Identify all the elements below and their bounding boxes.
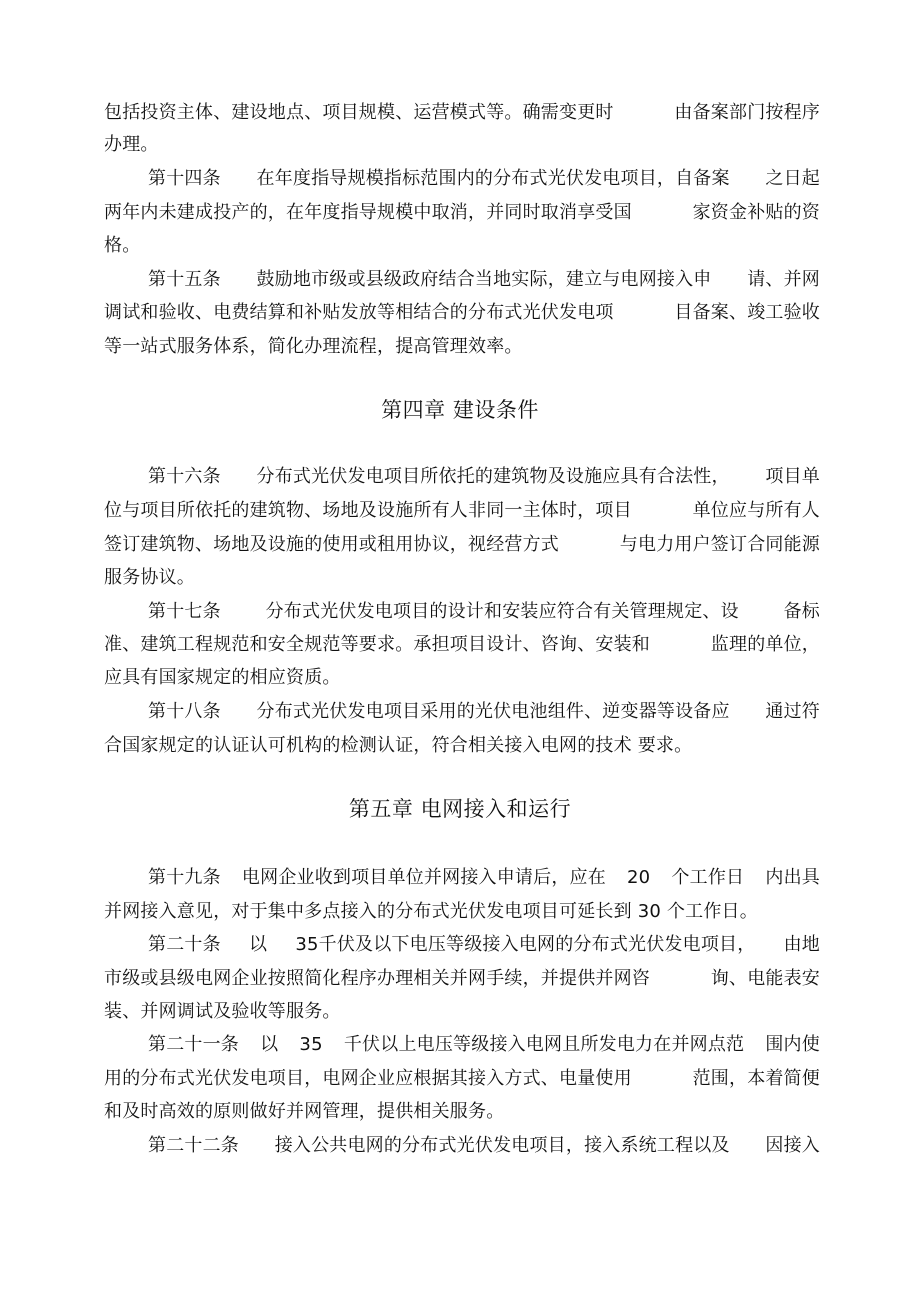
chapter-5-heading: 第五章 电网接入和运行 xyxy=(348,797,572,821)
text-segment: 第十九条 xyxy=(148,867,221,888)
text-segment: 范围，本着简便 xyxy=(692,1068,820,1089)
text-segment: 用的分布式光伏发电项目，电网企业应根据其接入方式、电量使用 xyxy=(104,1068,632,1089)
text-segment: 之日起 xyxy=(765,168,820,189)
text-segment: 第二十一条 xyxy=(148,1034,239,1055)
text-line: 办理。 xyxy=(104,134,159,155)
text-segment: 准、建筑工程规范和安全规范等要求。承担项目设计、咨询、安装和 xyxy=(104,634,650,655)
text-segment: 在年度指导规模指标范围内的分布式光伏发电项目，自备案 xyxy=(256,168,730,189)
text-segment: 监理的单位， xyxy=(710,634,820,655)
text-segment: 20 xyxy=(627,867,651,888)
text-segment: 备标 xyxy=(783,601,820,622)
article-16-line xyxy=(148,465,820,489)
text-line: 和及时高效的原则做好并网管理，提供相关服务。 xyxy=(104,1101,505,1122)
text-segment: 家资金补贴的资 xyxy=(692,202,820,223)
text-line: 应具有国家规定的相应资质。 xyxy=(104,667,341,688)
chapter-4-heading: 第四章 建设条件 xyxy=(381,398,539,422)
text-line xyxy=(104,1067,820,1091)
text-segment: 35 xyxy=(299,1034,323,1055)
text-segment: 与电力用户签订合同能源 xyxy=(619,534,820,555)
text-segment: 第十四条 xyxy=(148,168,221,189)
text-segment: 项目单 xyxy=(765,466,820,487)
text-segment: 两年内未建成投产的，在年度指导规模中取消，并同时取消享受国 xyxy=(104,202,632,223)
text-segment: 调试和验收、电费结算和补贴发放等相结合的分布式光伏发电项 xyxy=(104,302,614,323)
text-segment: 位与项目所依托的建筑物、场地及设施所有人非同一主体时，项目 xyxy=(104,500,632,521)
article-18-line xyxy=(148,700,820,724)
text-segment: 千伏以上电压等级接入电网且所发电力在并网点范 xyxy=(343,1034,745,1055)
text-segment: 请、并网 xyxy=(747,269,820,290)
text-line: 服务协议。 xyxy=(104,567,195,588)
text-segment: 电网企业收到项目单位并网接入申请后，应在 xyxy=(241,867,606,888)
text-segment: 接入公共电网的分布式光伏发电项目，接入系统工程以及 xyxy=(274,1135,730,1156)
text-segment: 分布式光伏发电项目所依托的建筑物及设施应具有合法性， xyxy=(256,466,730,487)
text-segment: 单位应与所有人 xyxy=(692,500,820,521)
text-segment: 包括投资主体、建设地点、项目规模、运营模式等。确需变更时 xyxy=(104,102,614,123)
text-segment: 分布式光伏发电项目采用的光伏电池组件、逆变器等设备应 xyxy=(256,701,730,722)
article-22-line xyxy=(148,1134,820,1158)
text-line xyxy=(104,101,820,125)
text-segment: 以 xyxy=(260,1034,279,1055)
text-segment: 市级或县级电网企业按照简化程序办理相关并网手续，并提供并网咨 xyxy=(104,968,650,989)
text-segment: 询、电能表安 xyxy=(710,968,820,989)
text-segment: 由地 xyxy=(783,934,820,955)
text-segment: 35千伏及以下电压等级接入电网的分布式光伏发电项目， xyxy=(295,934,756,955)
text-segment: 因接入 xyxy=(765,1135,820,1156)
text-segment: 第十六条 xyxy=(148,466,221,487)
text-line xyxy=(104,533,820,557)
text-line xyxy=(104,201,820,225)
text-segment: 鼓励地市级或县级政府结合当地实际，建立与电网接入申 xyxy=(256,269,712,290)
text-line: 并网接入意见，对于集中多点接入的分布式光伏发电项目可延长到 30 个工作日。 xyxy=(104,901,758,922)
article-14-line xyxy=(148,167,820,191)
text-segment: 第十七条 xyxy=(148,601,221,622)
text-line: 格。 xyxy=(104,235,141,256)
text-segment: 签订建筑物、场地及设施的使用或租用协议，视经营方式 xyxy=(104,534,559,555)
text-segment: 围内使 xyxy=(765,1034,820,1055)
text-line: 合国家规定的认证认可机构的检测认证，符合相关接入电网的技术 要求。 xyxy=(104,735,693,756)
article-15-line xyxy=(148,268,820,292)
text-segment: 第二十条 xyxy=(148,934,221,955)
text-line xyxy=(104,301,820,325)
text-segment: 分布式光伏发电项目的设计和安装应符合有关管理规定、设 xyxy=(265,601,739,622)
article-20-line xyxy=(148,933,820,957)
article-17-line xyxy=(148,600,820,624)
text-segment: 第十八条 xyxy=(148,701,221,722)
text-segment: 通过符 xyxy=(765,701,820,722)
text-line: 装、并网调试及验收等服务。 xyxy=(104,1001,341,1022)
text-segment: 内出具 xyxy=(765,867,820,888)
text-segment: 以 xyxy=(248,934,268,955)
text-line: 等一站式服务体系，简化办理流程，提高管理效率。 xyxy=(104,336,523,357)
text-segment: 目备案、竣工验收 xyxy=(674,302,820,323)
text-segment: 第十五条 xyxy=(148,269,221,290)
text-line xyxy=(104,499,820,523)
article-21-line xyxy=(148,1033,820,1057)
text-line xyxy=(104,967,820,991)
text-segment: 第二十二条 xyxy=(148,1135,239,1156)
text-segment: 个工作日 xyxy=(671,867,745,888)
text-segment: 由备案部门按程序 xyxy=(674,102,820,123)
text-line xyxy=(104,633,820,657)
article-19-line xyxy=(148,866,820,890)
